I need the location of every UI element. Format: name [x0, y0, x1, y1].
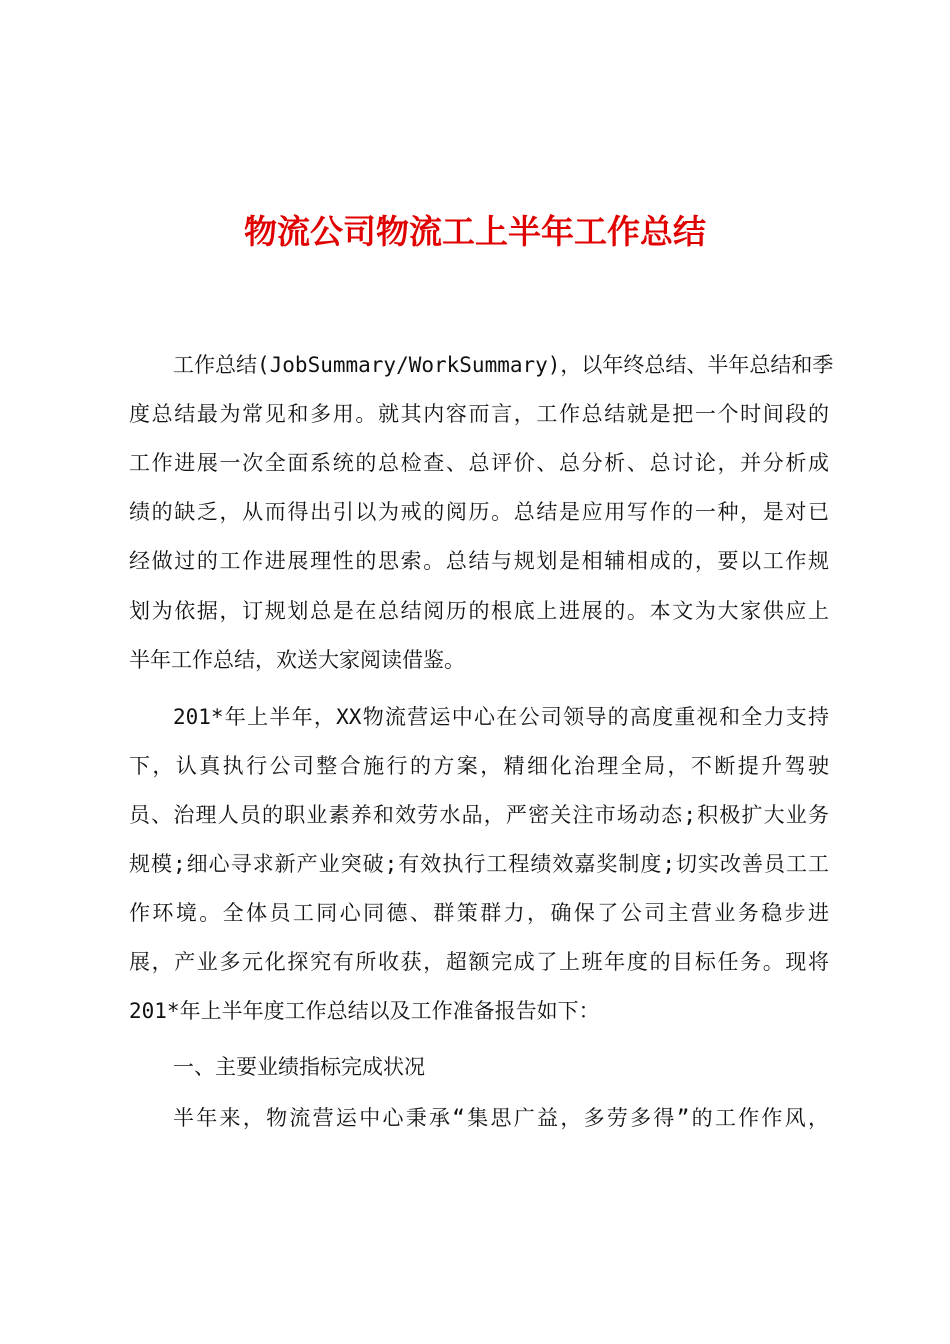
paragraph-line: 工作总结(JobSummary/WorkSummary)，以年终总结、半年总结和季	[173, 353, 834, 377]
paragraph-line: 员、治理人员的职业素养和效劳水品，严密关注市场动态;积极扩大业务	[129, 803, 829, 827]
paragraph-line: 绩的缺乏，从而得出引以为戒的阅历。总结是应用写作的一种，是对已	[129, 500, 829, 524]
paragraph-line: 划为依据，订规划总是在总结阅历的根底上进展的。本文为大家供应上	[129, 599, 829, 623]
paragraph-line: 下，认真执行公司整合施行的方案，精细化治理全局，不断提升驾驶	[129, 754, 829, 778]
paragraph-line: 展，产业多元化探究有所收获，超额完成了上班年度的目标任务。现将	[129, 950, 829, 974]
section-heading: 一、主要业绩指标完成状况	[173, 1055, 425, 1079]
document-title: 物流公司物流工上半年工作总结	[244, 212, 706, 251]
paragraph-line: 半年来，物流营运中心秉承“集思广益，多劳多得”的工作作风，	[173, 1106, 829, 1130]
paragraph-line: 工作进展一次全面系统的总检查、总评价、总分析、总讨论，并分析成	[129, 451, 829, 475]
paragraph-line: 201*年上半年，XX物流营运中心在公司领导的高度重视和全力支持	[173, 705, 829, 729]
paragraph-line: 度总结最为常见和多用。就其内容而言，工作总结就是把一个时间段的	[129, 402, 829, 426]
paragraph-line: 经做过的工作进展理性的思索。总结与规划是相辅相成的，要以工作规	[129, 549, 829, 573]
paragraph-line: 规模;细心寻求新产业突破;有效执行工程绩效嘉奖制度;切实改善员工工	[129, 852, 829, 876]
paragraph-line: 半年工作总结，欢送大家阅读借鉴。	[129, 648, 465, 672]
paragraph-line: 作环境。全体员工同心同德、群策群力，确保了公司主营业务稳步进	[129, 901, 829, 925]
paragraph-line: 201*年上半年度工作总结以及工作准备报告如下：	[129, 999, 600, 1023]
